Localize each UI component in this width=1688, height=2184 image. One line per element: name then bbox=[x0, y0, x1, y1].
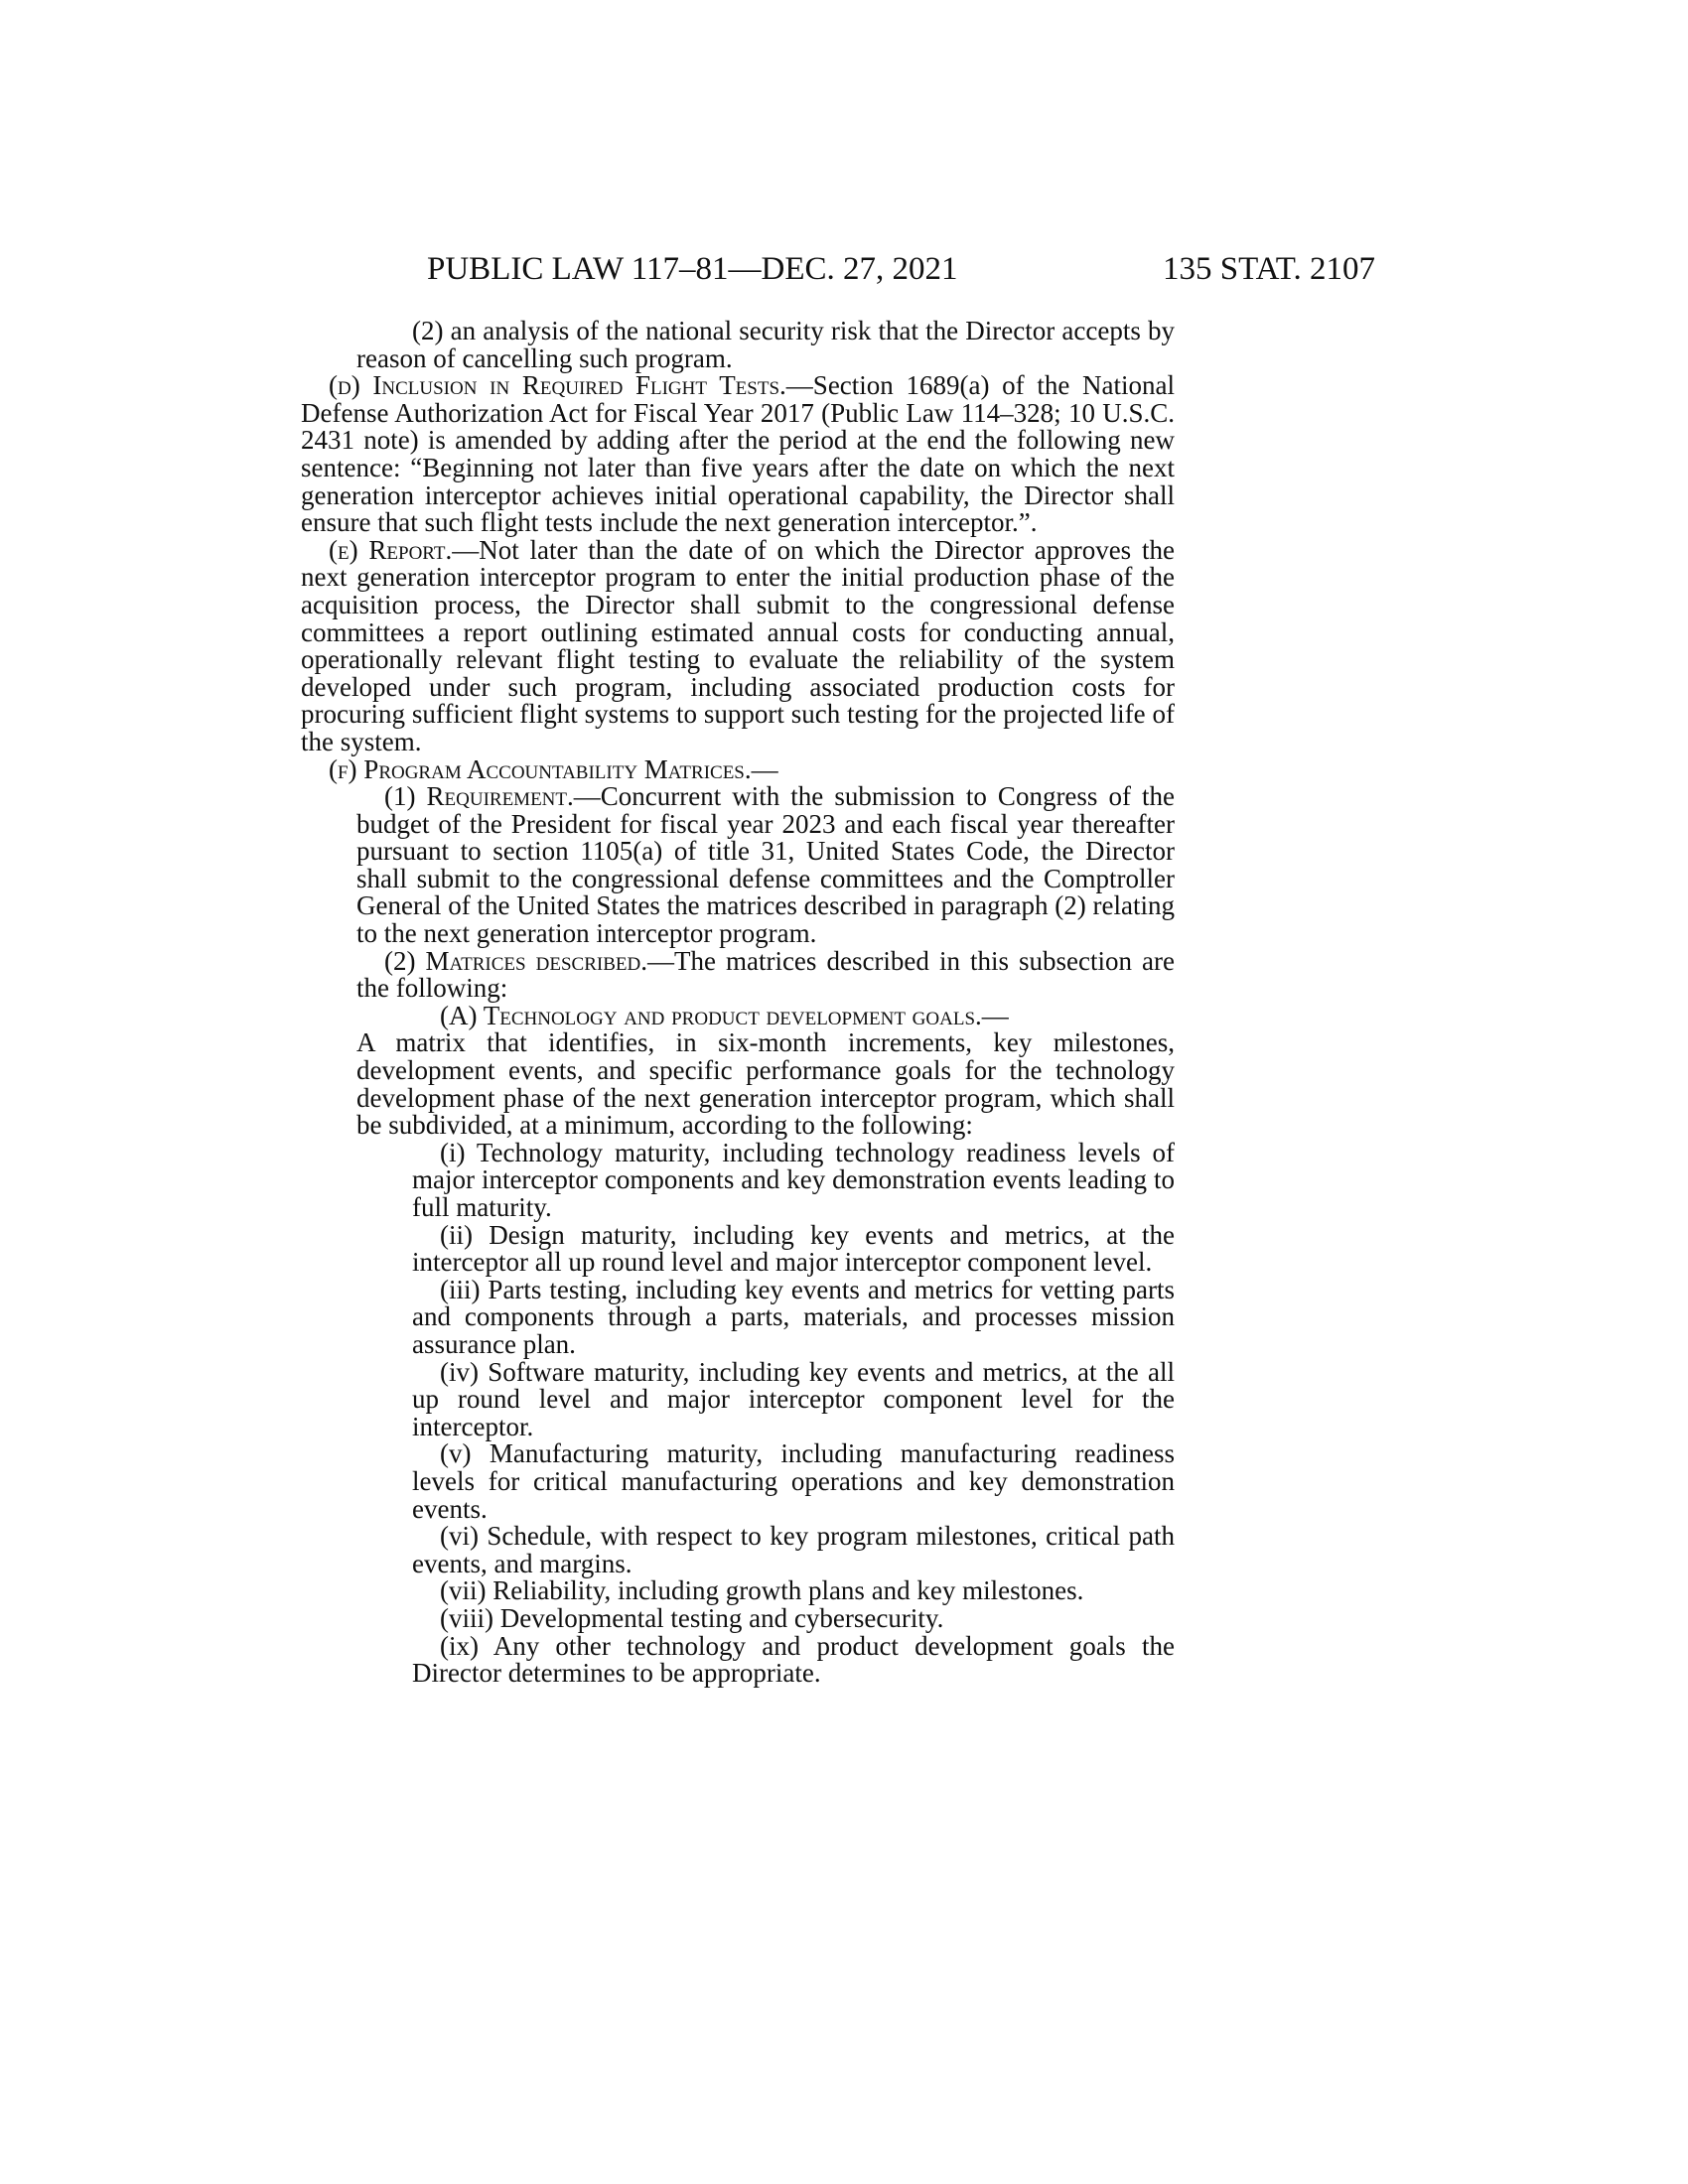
clause-vi: (vi) Schedule, with respect to key program milestones, critical path events, and margins. bbox=[412, 1521, 1175, 1578]
clause-ix: (ix) Any other technology and product development goals the Director determines to be appropriate. bbox=[412, 1630, 1175, 1689]
page-header bbox=[427, 244, 1375, 294]
public-law-title: PUBLIC LAW 117–81—DEC. 27, 2021 bbox=[427, 251, 958, 287]
subparagraph-A-heading-line bbox=[301, 1000, 1175, 1030]
paragraph-f2 bbox=[301, 945, 1176, 1004]
paragraph-f2-text: —The matrices described in this subsection are the following: bbox=[356, 945, 1176, 1004]
subsection-d-heading: (d) Inclusion in Required Flight Tests. bbox=[329, 370, 786, 401]
paragraph-f1 bbox=[301, 783, 1175, 948]
paragraph-f2-heading: (2) Matrices described. bbox=[384, 945, 647, 976]
subparagraph-A-heading: (A) Technology and product development goals. bbox=[440, 1000, 982, 1030]
subsection-e-heading: (e) Report. bbox=[329, 534, 453, 565]
paragraph-f1-text: —Concurrent with the submission to Congress of the budget of the President for fiscal year 2023 and each fiscal year thereafter pursuant to section 1105(a) of title 31, United States Code, the Director shall submit to the congressional defense committees and the Comptroller General of the United States the matrices described in paragraph (2) relating to the next generation interceptor program. bbox=[356, 781, 1175, 949]
clause-vii: (vii) Reliability, including growth plans and key milestones. bbox=[440, 1575, 1084, 1606]
clause-i: (i) Technology maturity, including technology readiness levels of major interceptor components and key demonstration events leading to full maturity. bbox=[412, 1137, 1175, 1222]
subparagraph-A-text: A matrix that identifies, in six-month increments, key milestones, development events, and specific performance goals for the technology development phase of the next generation interceptor program, which shall be subdivided, at a minimum, according to the following: bbox=[356, 1027, 1175, 1141]
subparagraph-A-dash: — bbox=[981, 1000, 1009, 1030]
clause-ii: (ii) Design maturity, including key events and metrics, at the interceptor all up round level and major interceptor component level. bbox=[412, 1219, 1175, 1278]
statute-page-number: 135 STAT. 2107 bbox=[1162, 251, 1375, 287]
subsection-e-text: —Not later than the date of on which the Director approves the next generation interceptor program to enter the initial production phase of the acquisition process, the Director shall submit to the congressional defense committees a report outlining estimated annual costs for conducting annual, operationally relevant flight testing to evaluate the reliability of the system developed under such program, including associated production costs for procuring sufficient flight systems to support such testing for the projected life of the system. bbox=[301, 534, 1175, 756]
subsection-d-text: —Section 1689(a) of the National Defense Authorization Act for Fiscal Year 2017 (Public Law 114–328; 10 U.S.C. 2431 note) is amended by adding after the period at the end the following new sentence: “Beginning not later than five years after the date on which the next generation interceptor achieves initial operational capability, the Director shall ensure that such flight tests include the next generation interceptor.”. bbox=[301, 370, 1175, 538]
clause-v: (v) Manufacturing maturity, including manufacturing readiness levels for critical manufacturing operations and key demonstration events. bbox=[412, 1438, 1175, 1524]
paragraph-f1-heading: (1) Requirement. bbox=[384, 781, 574, 812]
clause-iii: (iii) Parts testing, including key events and metrics for vetting parts and components through a parts, materials, and processes mission assurance plan. bbox=[412, 1274, 1175, 1359]
law-text-body bbox=[301, 318, 1175, 1688]
subsection-f bbox=[301, 753, 1175, 784]
clause-iv: (iv) Software maturity, including key events and metrics, at the all up round level and major interceptor component level for the interceptor. bbox=[412, 1356, 1175, 1441]
subsection-f-dash: — bbox=[751, 753, 778, 784]
subsection-d bbox=[301, 372, 1175, 537]
paragraph-c2: (2) an analysis of the national security risk that the Director accepts by reason of cancelling such program. bbox=[356, 316, 1175, 373]
clause-viii: (viii) Developmental testing and cybersecurity. bbox=[440, 1602, 944, 1633]
subsection-f-heading: (f) Program Accountability Matrices. bbox=[329, 753, 752, 784]
subsection-e bbox=[301, 534, 1175, 756]
